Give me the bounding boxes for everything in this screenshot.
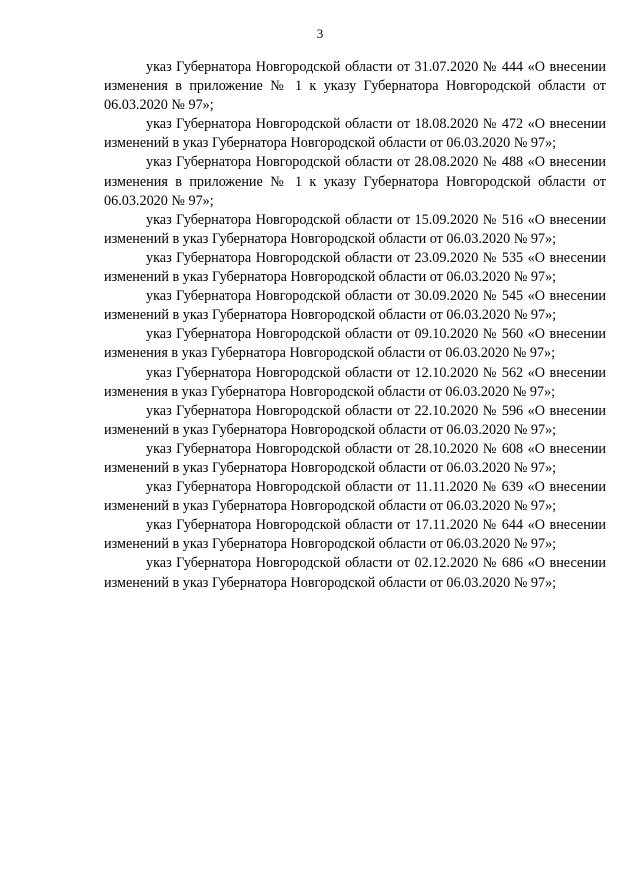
decree-entry: указ Губернатора Новгородской области от 28.10.2020 № 608 «О внесении изменений в указ Губернатора Новгородской области от 06.03.2020 № 97»; <box>104 440 606 476</box>
decree-entry: указ Губернатора Новгородской области от 23.09.2020 № 535 «О внесении изменений в указ Губернатора Новгородской области от 06.03.2020 № 97»; <box>104 249 606 286</box>
decree-list <box>104 58 606 593</box>
decree-entry: указ Губернатора Новгородской области от 22.10.2020 № 596 «О внесении изменений в указ Губернатора Новгородской области от 06.03.2020 № 97»; <box>104 402 606 438</box>
decree-entry: указ Губернатора Новгородской области от 12.10.2020 № 562 «О внесении изменения в указ Губернатора Новгородской области от 06.03.2020 № 97»; <box>104 364 606 400</box>
decree-entry: указ Губернатора Новгородской области от 28.08.2020 № 488 «О внесении изменения в приложение № 1 к указу Губернатора Новгородской области от 06.03.2020 № 97»; <box>104 154 606 209</box>
decree-entry: указ Губернатора Новгородской области от 18.08.2020 № 472 «О внесении изменений в указ Губернатора Новгородской области от 06.03.2020 № 97»; <box>104 116 606 152</box>
page-number: 3 <box>316 26 324 41</box>
decree-entry: указ Губернатора Новгородской области от 02.12.2020 № 686 «О внесении изменений в указ Губернатора Новгородской области от 06.03.2020 № 97»; <box>104 555 606 591</box>
decree-entry: указ Губернатора Новгородской области от 17.11.2020 № 644 «О внесении изменений в указ Губернатора Новгородской области от 06.03.2020 № 97»; <box>104 517 606 553</box>
decree-entry: указ Губернатора Новгородской области от 09.10.2020 № 560 «О внесении изменения в указ Губернатора Новгородской области от 06.03.2020 № 97»; <box>104 326 606 362</box>
decree-entry: указ Губернатора Новгородской области от 31.07.2020 № 444 «О внесении изменения в приложение № 1 к указу Губернатора Новгородской области от 06.03.2020 № 97»; <box>104 59 606 114</box>
decree-entry: указ Губернатора Новгородской области от 15.09.2020 № 516 «О внесении изменений в указ Губернатора Новгородской области от 06.03.2020 № 97»; <box>104 211 606 247</box>
decree-entry: указ Губернатора Новгородской области от 11.11.2020 № 639 «О внесении изменений в указ Губернатора Новгородской области от 06.03.2020 № 97»; <box>104 479 606 515</box>
decree-entry: указ Губернатора Новгородской области от 30.09.2020 № 545 «О внесении изменений в указ Губернатора Новгородской области от 06.03.2020 № 97»; <box>104 288 606 324</box>
